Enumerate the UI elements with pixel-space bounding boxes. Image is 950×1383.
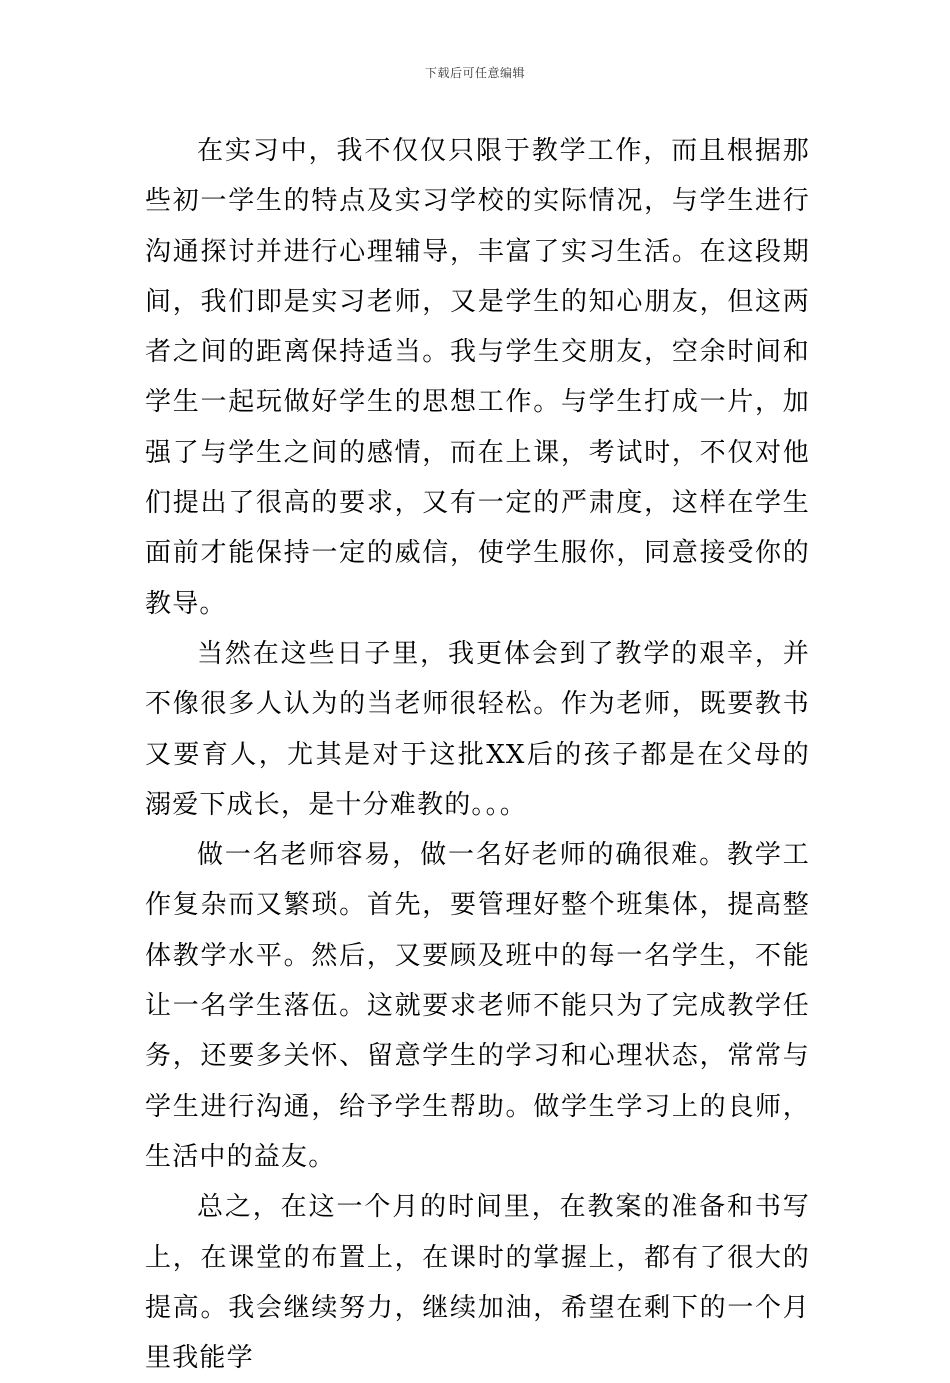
paragraph-1: 在实习中，我不仅仅只限于教学工作，而且根据那些初一学生的特点及实习学校的实际情况，与学生进行沟通探讨并进行心理辅导，丰富了实习生活。在这段期间，我们即是实习老师，又是学生的知心朋友，但这两者之间的距离保持适当。我与学生交朋友，空余时间和学生一起玩做好学生的思想工作。与学生打成一片，加强了与学生之间的感情，而在上课，考试时，不仅对他们提出了很高的要求，又有一定的严肃度，这样在学生面前才能保持一定的威信，使学生服你，同意接受你的教导。 xyxy=(145,136,810,619)
paragraph-2: 当然在这些日子里，我更体会到了教学的艰辛，并不像很多人认为的当老师很轻松。作为老师，既要教书又要育人，尤其是对于这批XX后的孩子都是在父母的溺爱下成长，是十分难教的。。。 xyxy=(145,638,810,820)
page-header: 下载后可任意编辑 xyxy=(424,66,525,80)
paragraph-3: 做一名老师容易，做一名好老师的确很难。教学工作复杂而又繁琐。首先，要管理好整个班集体，提高整体教学水平。然后，又要顾及班中的每一名学生，不能让一名学生落伍。这就要求老师不能只为了完成教学任务，还要多关怀、留意学生的学习和心理状态，常常与学生进行沟通，给予学生帮助。做学生学习上的良师，生活中的益友。 xyxy=(145,840,810,1172)
paragraph-4: 总之，在这一个月的时间里，在教案的准备和书写上，在课堂的布置上，在课时的掌握上，都有了很大的提高。我会继续努力，继续加油，希望在剩下的一个月里我能学 xyxy=(145,1192,810,1374)
document-body xyxy=(145,126,810,1383)
